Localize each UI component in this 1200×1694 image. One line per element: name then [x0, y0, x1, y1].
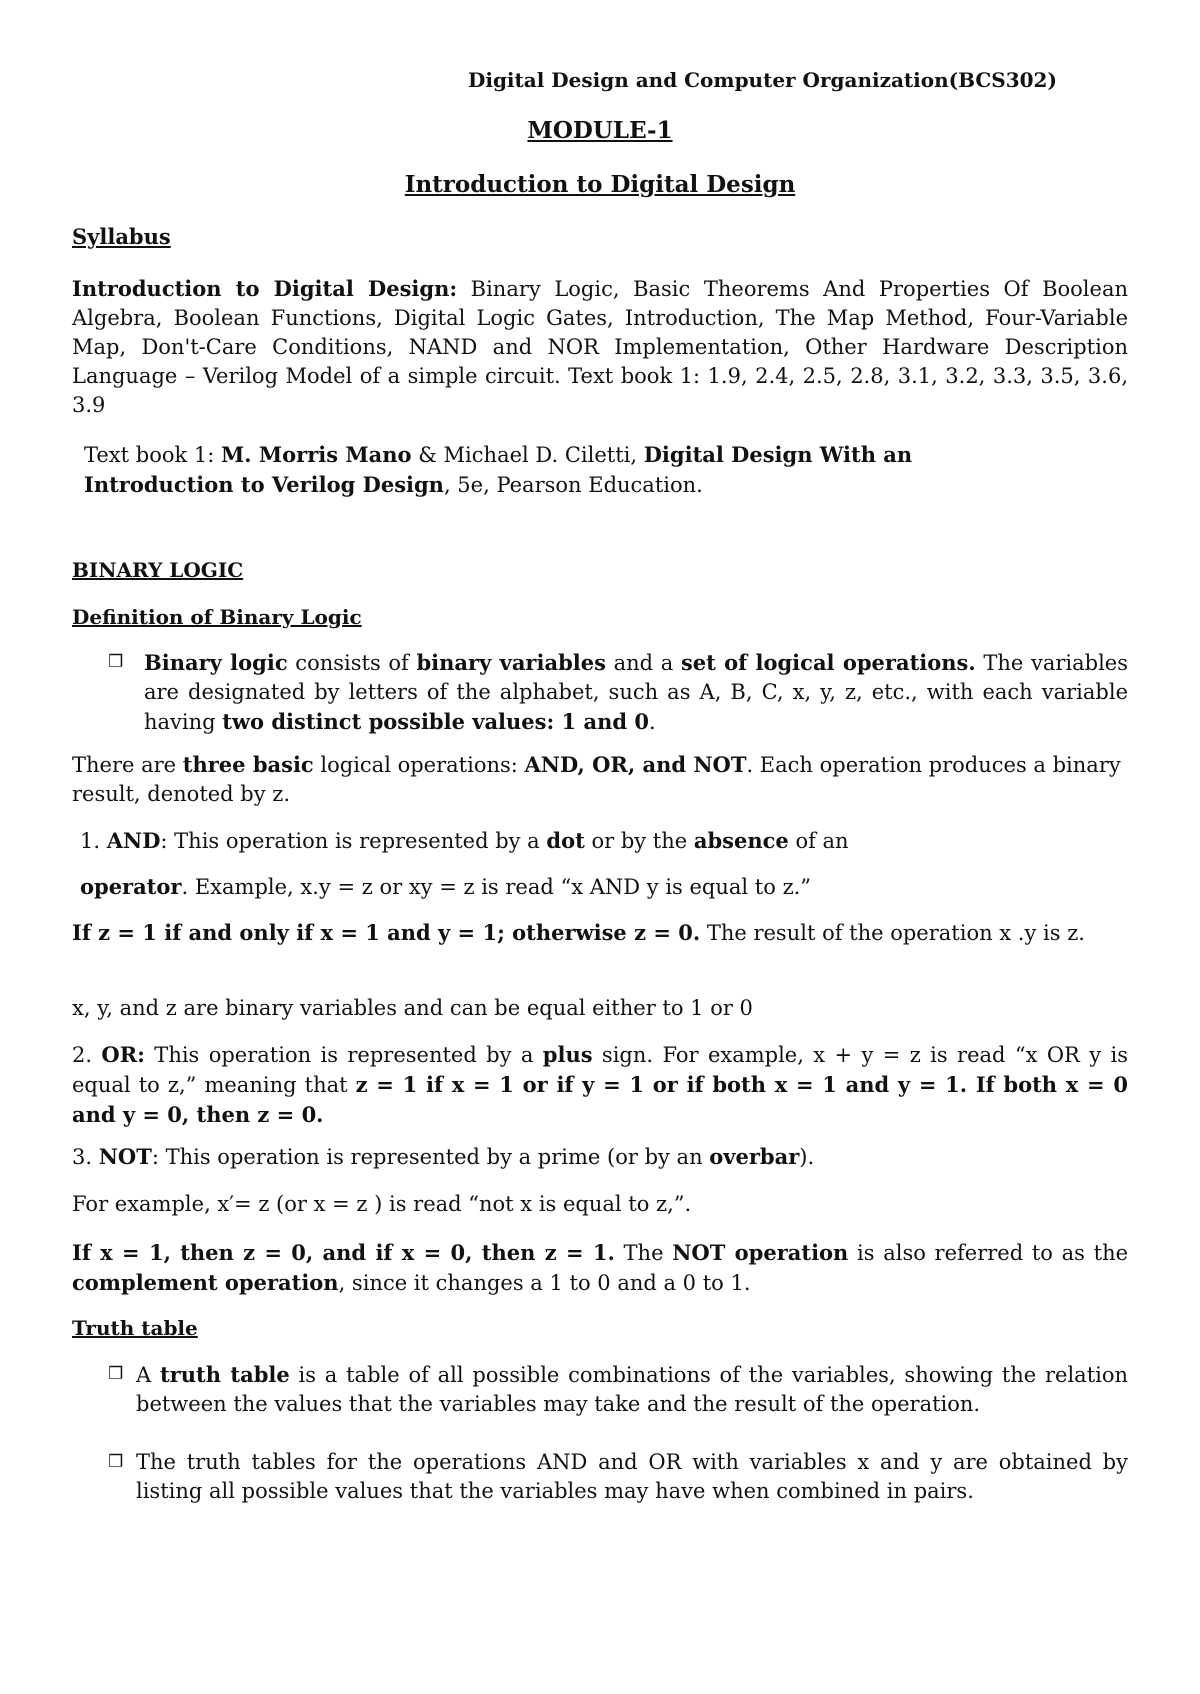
not-overbar: overbar	[709, 1144, 800, 1169]
and-label: AND	[106, 828, 161, 853]
three-text-3: . Each operation produces a binary result, denoted by z.	[72, 753, 1121, 806]
textbook-title-part1: Digital Design With an	[643, 442, 913, 467]
not-number: 3.	[72, 1145, 99, 1169]
truth-table-heading: Truth table	[72, 1316, 198, 1340]
textbook-publisher: , 5e, Pearson Education.	[443, 473, 703, 497]
or-plus: plus	[542, 1042, 593, 1067]
checkbox-bullet-icon: ❒	[108, 1452, 124, 1472]
and-result-text: The result of the operation x .y is z.	[700, 921, 1085, 945]
checkbox-bullet-icon: ❒	[108, 652, 124, 672]
three-operations: AND, OR, and NOT	[524, 752, 747, 777]
not-text-3: The	[614, 1241, 673, 1265]
and-operation-line	[80, 826, 1128, 856]
or-number: 2.	[72, 1043, 102, 1067]
complement-operation-term: complement operation	[72, 1270, 339, 1295]
syllabus-body: Binary Logic, Basic Theorems And Properties Of Boolean Algebra, Boolean Functions, Digital Logic Gates, Introduction, The Map Method, Four-Variable Map, Don't-Care Conditions, NAND and NOR Implementation, Other Hardware Description Language – Verilog Model of a simple circuit. Text book 1: 1.9, 2.4, 2.5, 2.8, 3.1, 3.2, 3.3, 3.5, 3.6, 3.9	[72, 277, 1128, 417]
and-number: 1.	[80, 829, 107, 853]
definition-bullet	[108, 648, 1128, 737]
and-text-2: or by the	[584, 829, 694, 853]
and-text-3: of an	[788, 829, 849, 853]
not-example-line	[72, 1190, 1128, 1219]
and-rule-paragraph	[72, 918, 1128, 948]
module-heading: MODULE-1	[527, 117, 673, 144]
and-example: . Example, x.y = z or xy = z is read “x AND y is equal to z.”	[181, 875, 812, 899]
and-dot: dot	[546, 828, 585, 853]
def-text-3: The variables are designated by letters of the alphabet, such as A, B, C, x, y, z, etc., with each variable having	[144, 651, 1128, 734]
not-example-end: = z (or x = z ) is read “not x is equal to z,”.	[234, 1192, 692, 1216]
truth-table-bullet-1	[108, 1360, 1128, 1419]
not-label: NOT	[98, 1144, 152, 1169]
and-example-line	[80, 872, 1128, 902]
not-text-4: is also referred to as the	[848, 1241, 1129, 1265]
and-operator: operator	[80, 874, 182, 899]
checkbox-bullet-icon: ❒	[108, 1364, 124, 1384]
tt-text-1: A	[136, 1363, 160, 1387]
truth-table-definition	[136, 1360, 1128, 1419]
definition-text	[144, 648, 1128, 737]
not-operation-term: NOT operation	[672, 1240, 849, 1265]
not-rule-paragraph	[72, 1238, 1128, 1298]
def-binary-variables: binary variables	[416, 650, 606, 675]
and-variables-line: x, y, and z are binary variables and can be equal either to 1 or 0	[72, 996, 753, 1020]
three-text-1: There are	[72, 753, 183, 777]
syllabus-paragraph	[72, 274, 1128, 420]
or-label: OR:	[101, 1042, 145, 1067]
truth-table-and-or: The truth tables for the operations AND and OR with variables x and y are obtained by listing all possible values that the variables may have when combined in pairs.	[136, 1450, 1128, 1503]
textbook-author: M. Morris Mano	[221, 442, 412, 467]
syllabus-heading: Syllabus	[72, 224, 171, 249]
or-text-1: This operation is represented by a	[144, 1043, 543, 1067]
not-text-2: ).	[799, 1145, 815, 1169]
def-binary-logic: Binary logic	[144, 650, 288, 675]
not-text-1: : This operation is represented by a prime (or by an	[151, 1145, 710, 1169]
and-rule: If z = 1 if and only if x = 1 and y = 1; otherwise z = 0.	[72, 920, 701, 945]
textbook-coauthor: & Michael D. Ciletti,	[411, 443, 644, 467]
textbook-reference	[84, 440, 1128, 500]
def-set-of-operations: set of logical operations.	[680, 650, 976, 675]
syllabus-lead: Introduction to Digital Design:	[72, 276, 458, 301]
three-text-2: logical operations:	[313, 753, 525, 777]
or-rule: z = 1 if x = 1 or if y = 1 or if both x = 1 and y = 1. If both x = 0 and y = 0, then z = 0.	[72, 1072, 1128, 1127]
three-operations-paragraph	[72, 750, 1128, 809]
three-basic: three basic	[182, 752, 314, 777]
not-text-5: , since it changes a 1 to 0 and a 0 to 1.	[338, 1271, 751, 1295]
and-text-1: : This operation is represented by a	[160, 829, 547, 853]
truth-table-bullet-2	[108, 1448, 1128, 1506]
and-absence: absence	[693, 828, 789, 853]
def-text-1: consists of	[287, 651, 417, 675]
not-operation-line	[72, 1142, 1128, 1172]
binary-logic-subheading: Definition of Binary Logic	[72, 605, 362, 629]
tt-text-2: is a table of all possible combinations of the variables, showing the relation between the values that the variables may take and the result of the operation.	[136, 1363, 1129, 1416]
def-two-values: two distinct possible values: 1 and 0	[222, 709, 649, 734]
or-text-2: sign. For example, x + y = z is read “x OR y is equal to z,” meaning that	[72, 1043, 1128, 1097]
def-text-4: .	[648, 710, 656, 734]
def-text-2: and a	[605, 651, 681, 675]
course-header: Digital Design and Computer Organization(BCS302)	[468, 68, 1057, 92]
textbook-title-part2: Introduction to Verilog Design	[84, 472, 444, 497]
not-rule: If x = 1, then z = 0, and if x = 0, then z = 1.	[72, 1240, 615, 1265]
or-operation-paragraph	[72, 1040, 1128, 1130]
tt-term: truth table	[159, 1362, 290, 1387]
textbook-prefix: Text book 1:	[84, 443, 222, 467]
binary-logic-heading: BINARY LOGIC	[72, 558, 244, 582]
page-title: Introduction to Digital Design	[404, 171, 796, 198]
not-example-start: For example, x	[72, 1192, 230, 1216]
prime-mark: ′	[229, 1192, 235, 1216]
